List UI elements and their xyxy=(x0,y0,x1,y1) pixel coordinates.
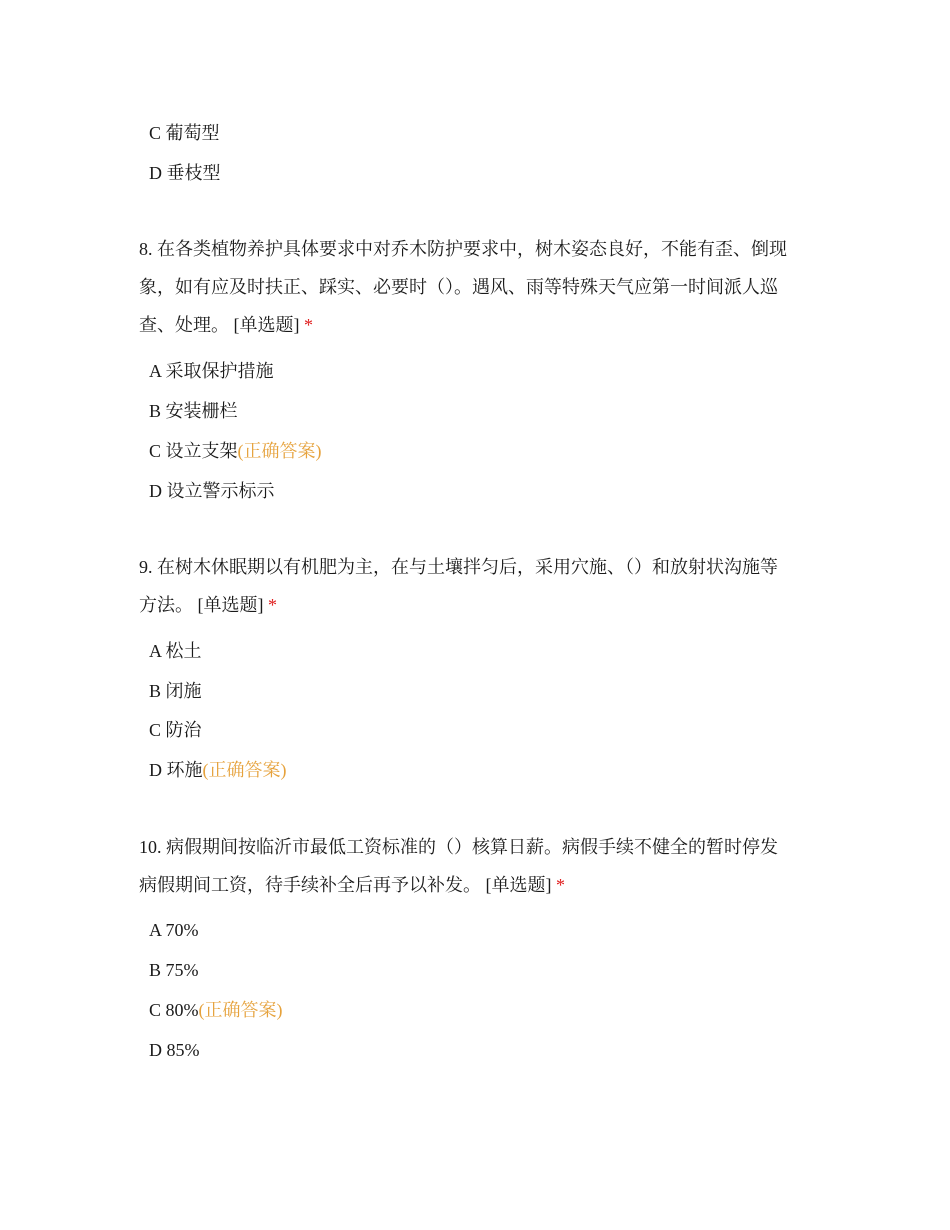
required-mark: * xyxy=(304,315,313,335)
correct-answer-label: (正确答案) xyxy=(237,441,322,461)
option-text: 85% xyxy=(166,1040,200,1060)
question-line: 10. 病假期间按临沂市最低工资标准的（）核算日薪。病假手续不健全的暂时停发 xyxy=(139,837,778,857)
q8-option-a xyxy=(149,359,274,383)
question-line-text: 方法。 xyxy=(139,595,193,615)
question-line-text: 查、处理。 xyxy=(139,315,229,335)
option-letter: A xyxy=(149,361,162,381)
question-line-last xyxy=(139,586,819,624)
required-mark: * xyxy=(268,595,277,615)
option-letter: C xyxy=(149,1000,162,1020)
option-letter: D xyxy=(149,1040,162,1060)
option-letter: C xyxy=(149,441,162,461)
option-letter: D xyxy=(149,163,162,183)
question-line-last xyxy=(139,866,819,904)
option-text: 设立支架 xyxy=(165,441,238,461)
q10-option-c xyxy=(149,998,283,1022)
question-10-stem xyxy=(139,828,819,904)
option-text: 垂枝型 xyxy=(166,163,221,183)
option-text: 防治 xyxy=(165,720,202,740)
q10-option-d xyxy=(149,1038,200,1062)
option-letter: C xyxy=(149,123,162,143)
option-text: 葡萄型 xyxy=(165,123,220,143)
q9-option-c xyxy=(149,718,202,742)
q9-option-d xyxy=(149,758,287,782)
option-text: 70% xyxy=(165,920,199,940)
option-letter: B xyxy=(149,960,162,980)
option-text: 75% xyxy=(165,960,199,980)
question-type-tag: [单选题] xyxy=(233,315,300,335)
option-letter: A xyxy=(149,920,162,940)
required-mark: * xyxy=(556,875,565,895)
question-type-tag: [单选题] xyxy=(485,875,552,895)
option-text: 设立警示标示 xyxy=(166,481,275,501)
question-8-stem xyxy=(139,230,819,344)
q10-option-b xyxy=(149,958,199,982)
q8-option-d xyxy=(149,479,275,503)
q10-option-a xyxy=(149,918,199,942)
option-letter: C xyxy=(149,720,162,740)
question-type-tag: [单选题] xyxy=(197,595,264,615)
question-9-stem xyxy=(139,548,819,624)
q8-option-c xyxy=(149,439,322,463)
option-text: 环施 xyxy=(166,760,203,780)
option-text: 松土 xyxy=(165,641,202,661)
option-text: 安装栅栏 xyxy=(165,401,238,421)
option-letter: A xyxy=(149,641,162,661)
question-line: 象，如有应及时扶正、踩实、必要时（）。遇风、雨等特殊天气应第一时间派人巡 xyxy=(139,277,778,297)
q9-option-b xyxy=(149,679,202,703)
question-line: 9. 在树木休眠期以有机肥为主，在与土壤拌匀后，采用穴施、（）和放射状沟施等 xyxy=(139,557,778,577)
question-line-last xyxy=(139,306,819,344)
option-text: 采取保护措施 xyxy=(165,361,274,381)
option-text: 80% xyxy=(165,1000,199,1020)
correct-answer-label: (正确答案) xyxy=(202,760,287,780)
prev-option-c xyxy=(149,121,220,145)
option-text: 闭施 xyxy=(165,681,202,701)
correct-answer-label: (正确答案) xyxy=(198,1000,283,1020)
q9-option-a xyxy=(149,639,202,663)
question-line-text: 病假期间工资，待手续补全后再予以补发。 xyxy=(139,875,481,895)
prev-option-d xyxy=(149,161,221,185)
q8-option-b xyxy=(149,399,238,423)
option-letter: B xyxy=(149,681,162,701)
question-line: 8. 在各类植物养护具体要求中对乔木防护要求中，树木姿态良好，不能有歪、倒现 xyxy=(139,239,787,259)
option-letter: D xyxy=(149,760,162,780)
option-letter: B xyxy=(149,401,162,421)
option-letter: D xyxy=(149,481,162,501)
